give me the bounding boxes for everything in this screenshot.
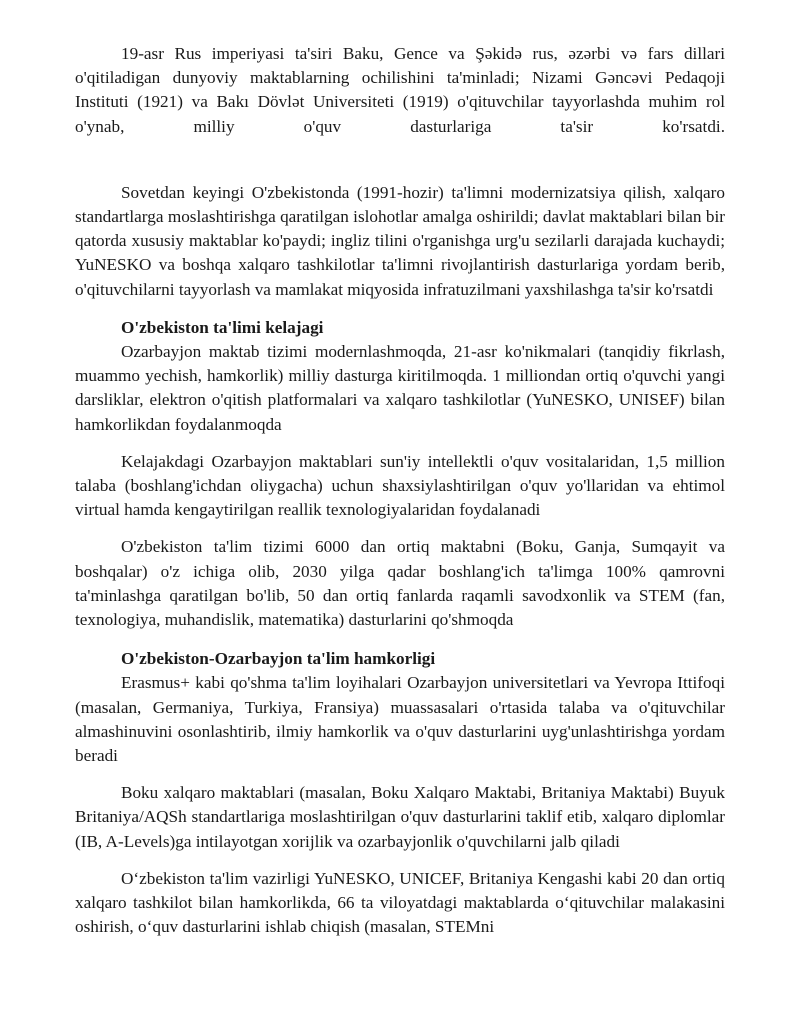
heading-future-education: O'zbekiston ta'limi kelajagi [121,317,324,337]
spacer [75,522,725,535]
spacer [75,139,725,181]
spacer [75,437,725,450]
spacer [75,768,725,781]
spacer [75,632,725,647]
spacer [75,854,725,867]
paragraph-international-schools: Boku xalqaro maktablari (masalan, Boku Xalqaro Maktabi, Britaniya Maktabi) Buyuk Britaniya/AQSh standartlariga moslashtirilgan o'quv dasturlarini taklif etib, xalqaro diplomlar (IB, A-Levels)ga intilayotgan xorijlik va ozarbayjonlik o'quvchilarni jalb qiladi [75,783,725,851]
paragraph-post-soviet-reforms: Sovetdan keyingi O'zbekistonda (1991-hozir) ta'limni modernizatsiya qilish, xalqaro standartlarga moslashtirishga qaratilgan islohotlar amalga oshirildi; davlat maktablari bilan bir qatorda xususiy maktablar ko'paydi; ingliz tilini o'rganishga urg'u sezilarli darajada kuchaydi; YuNESKO va boshqa xalqaro tashkilotlar ta'limni rivojlantirish dasturlariga yordam berib, o'qituvchilarni tayyorlash va mamlakat miqyosida infratuzilmani yaxshilashga ta'sir ko'rsatdi [75,182,725,299]
spacer [75,302,725,316]
paragraph-erasmus: Erasmus+ kabi qo'shma ta'lim loyihalari Ozarbayjon universitetlari va Yevropa Ittifoqi (masalan, Germaniya, Turkiya, Fransiya) muassasalari o'rtasida talaba va o'qituvchilar almashinuvini osonlashtirib, ilmiy hamkorlik va o'quv dasturlarini uyg'unlashtirishga yordam beradi [75,673,725,766]
document-page [75,42,725,940]
paragraph-future-schools: Kelajakdagi Ozarbayjon maktablari sun'iy intellektli o'quv vositalaridan, 1,5 million talaba (boshlang'ichdan oliygacha) uchun shaxsiylashtirilgan o'quv yo'llaridan va ehtimol virtual hamda kengaytirilgan reallik texnologiyalaridan foydalanadi [75,451,725,520]
paragraph-modernization: Ozarbayjon maktab tizimi modernlashmoqda, 21-asr ko'nikmalari (tanqidiy fikrlash, muammo yechish, hamkorlik) milliy dasturga kiritilmoqda. 1 milliondan ortiq o'quvchi yangi darsliklar, elektron o'qitish platformalari va xalqaro tashkilotlar (YuNESKO, UNISEF) bilan hamkorlikdan foydalanmoqda [75,342,725,434]
heading-cooperation: O'zbekiston-Ozarbayjon ta'lim hamkorligi [121,649,436,669]
paragraph-ministry-partnerships: O‘zbekiston ta'lim vazirligi YuNESKO, UNICEF, Britaniya Kengashi kabi 20 dan ortiq xalqaro tashkilot bilan hamkorlikda, 66 ta viloyatdagi maktablarda o‘qituvchilar malakasini oshirish, o‘quv dasturlarini ishlab chiqish (masalan, STEMni [75,868,725,937]
paragraph-russian-empire-schools: 19-asr Rus imperiyasi ta'siri Baku, Gence va Şəkidə rus, əzərbi və fars dillari o'qitiladigan dunyoviy maktablarning ochilishini ta'minladi; Nizami Gəncəvi Pedaqoji Instituti (1921) va Bakı Dövlət Universiteti (1919) o'qituvchilar tayyorlashda muhim rol o'ynab, milliy o'quv dasturlariga ta'sir ko'rsatdi. [75,44,725,136]
paragraph-education-system: O'zbekiston ta'lim tizimi 6000 dan ortiq maktabni (Boku, Ganja, Sumqayit va boshqalar) o'z ichiga olib, 2030 yilga qadar boshlang'ich ta'limga 100% qamrovni ta'minlashga qaratilgan bo'lib, 50 dan ortiq fanlarda raqamli savodxonlik va STEM (fan, texnologiya, muhandislik, matematika) dasturlarini qo'shmoqda [75,537,725,630]
